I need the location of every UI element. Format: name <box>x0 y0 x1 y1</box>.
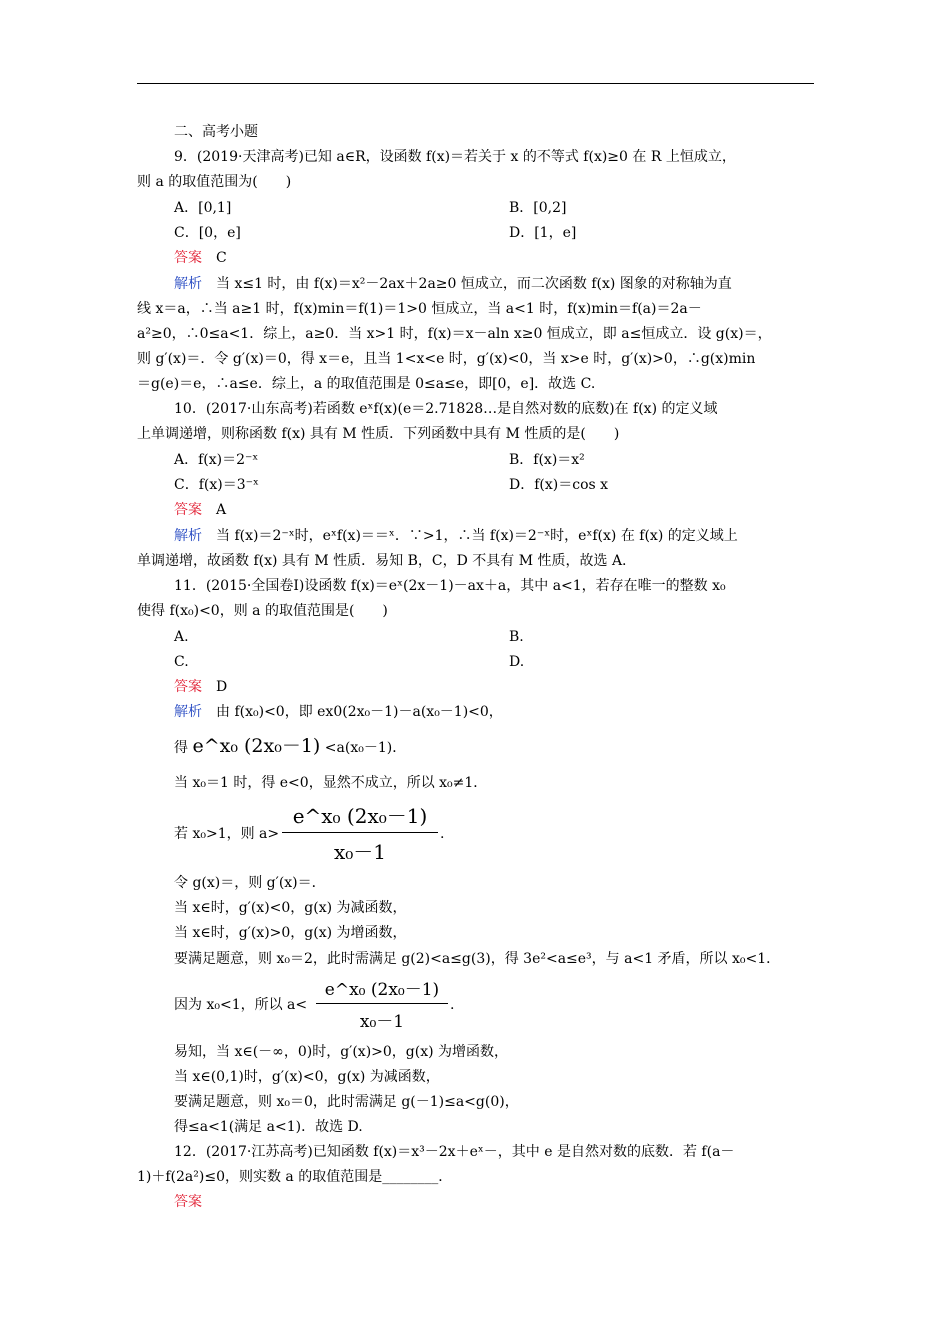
q9-stem-line2: 则 a 的取值范围为( ) <box>137 174 292 190</box>
fraction-end: . <box>440 826 445 842</box>
answer-value: A <box>216 502 227 518</box>
q9-analysis-line5: ＝g(e)＝e，∴a≤e．综上，a 的取值范围是 0≤a≤e，即[0，e]．故选 C. <box>137 376 596 392</box>
q9-analysis-line2: 线 x＝a，∴当 a≥1 时，f(x)min＝f(1)＝1>0 恒成立，当 a<1 时，f(x)min＝f(a)＝2a－ <box>137 301 702 317</box>
q12-stem-line1: 12．(2017·江苏高考)已知函数 f(x)＝x³－2x＋eˣ－，其中 e 是自然对数的底数．若 f(a－ <box>174 1144 735 1160</box>
answer-value: D <box>216 679 228 695</box>
q9-option-c: C．[0，e] <box>174 225 241 241</box>
q9-option-d: D．[1，e] <box>509 225 577 241</box>
fraction-small <box>316 975 448 1032</box>
fraction-numerator: e^x₀ (2x₀－1) <box>292 804 428 828</box>
q11-step-inc: 当 x∈时，g′(x)>0，g(x) 为增函数， <box>174 925 407 941</box>
q10-analysis-line2: 单调递增，故函数 f(x) 具有 M 性质．易知 B，C，D 不具有 M 性质，故选 A. <box>137 553 627 569</box>
analysis-label: 解析 <box>174 528 202 544</box>
q11-stem-line2: 使得 f(x₀)<0，则 a 的取值范围是( ) <box>137 603 388 619</box>
q11-step-gt1-prefix: 若 x₀>1，则 a> <box>174 826 280 842</box>
fraction-large <box>282 800 438 865</box>
q11-option-c: C. <box>174 654 189 670</box>
q10-option-b: B．f(x)＝x² <box>509 452 585 468</box>
fraction-bar <box>282 832 438 833</box>
section-title: 二、高考小题 <box>174 124 258 140</box>
q11-answer <box>174 677 227 697</box>
q10-option-a: A．f(x)＝2⁻ˣ <box>174 452 259 468</box>
q10-stem-line2: 上单调递增，则称函数 f(x) 具有 M 性质．下列函数中具有 M 性质的是( ) <box>137 426 620 442</box>
step-suffix: <a(x₀－1)． <box>324 740 407 756</box>
q10-option-c: C．f(x)＝3⁻ˣ <box>174 477 259 493</box>
analysis-text: 当 f(x)＝2⁻ˣ时，eˣf(x)＝＝ˣ．∵>1，∴当 f(x)＝2⁻ˣ时，eˣf(x) 在 f(x) 的定义域上 <box>216 528 738 544</box>
analysis-text: 当 x≤1 时，由 f(x)＝x²－2ax＋2a≥0 恒成立，而二次函数 f(x) 图象的对称轴为直 <box>216 276 732 292</box>
answer-label: 答案 <box>174 502 202 518</box>
top-rule <box>137 83 814 84</box>
analysis-text: 由 f(x₀)<0，即 ex0(2x₀－1)－a(x₀－1)<0， <box>216 704 503 720</box>
q11-step-final: 得≤a<1(满足 a<1)．故选 D. <box>174 1119 363 1135</box>
q9-option-a: A．[0,1] <box>174 200 232 216</box>
fraction-bar <box>316 1003 448 1004</box>
q11-stem-line1: 11．(2015·全国卷Ⅰ)设函数 f(x)＝eˣ(2x－1)－ax＋a，其中 a<1，若存在唯一的整数 x₀ <box>174 578 726 594</box>
analysis-label: 解析 <box>174 704 202 720</box>
q11-step-01: 当 x∈(0,1)时，g′(x)<0，g(x) 为减函数， <box>174 1069 440 1085</box>
fraction-end: . <box>450 997 455 1013</box>
fraction-denominator: x₀－1 <box>359 1012 405 1032</box>
q11-option-d: D. <box>509 654 525 670</box>
q10-analysis-line1 <box>174 526 738 546</box>
q11-analysis-line1 <box>174 702 503 722</box>
q11-step-dec: 当 x∈时，g′(x)<0，g(x) 为减函数， <box>174 900 407 916</box>
answer-value: C <box>216 250 227 266</box>
q9-option-b: B．[0,2] <box>509 200 567 216</box>
q10-answer <box>174 500 226 520</box>
q9-analysis-line4: 则 g′(x)＝．令 g′(x)＝0，得 x＝e，且当 1<x<e 时，g′(x)<0，当 x>e 时，g′(x)>0，∴g(x)min <box>137 351 756 367</box>
q9-analysis-line3: a²≥0，∴0≤a<1．综上，a≥0．当 x>1 时，f(x)＝x－aln x≥0 恒成立，即 a≤恒成立．设 g(x)＝， <box>137 326 772 342</box>
q11-step-need: 要满足题意，则 x₀＝2，此时需满足 g(2)<a≤g(3)，得 3e²<a≤e³，与 a<1 矛盾，所以 x₀<1． <box>174 951 781 967</box>
answer-label: 答案 <box>174 679 202 695</box>
q9-answer <box>174 248 227 268</box>
q11-step-easy: 易知，当 x∈(－∞，0)时，g′(x)>0，g(x) 为增函数， <box>174 1044 509 1060</box>
q11-option-a: A. <box>174 629 189 645</box>
q9-stem-line1: 9．(2019·天津高考)已知 a∈R，设函数 f(x)＝若关于 x 的不等式 f(x)≥0 在 R 上恒成立， <box>174 149 736 165</box>
analysis-label: 解析 <box>174 276 202 292</box>
fraction-numerator: e^x₀ (2x₀－1) <box>324 980 440 1000</box>
answer-label: 答案 <box>174 250 202 266</box>
step-prefix: 得 <box>174 740 188 756</box>
q10-stem-line1: 10．(2017·山东高考)若函数 eˣf(x)(e＝2.71828…是自然对数的底数)在 f(x) 的定义域 <box>174 401 718 417</box>
q12-stem-line2: 1)＋f(2a²)≤0，则实数 a 的取值范围是________． <box>137 1169 453 1185</box>
q11-step-need2: 要满足题意，则 x₀＝0，此时需满足 g(－1)≤a<g(0)， <box>174 1094 519 1110</box>
q11-step-x1: 当 x₀＝1 时，得 e<0，显然不成立，所以 x₀≠1． <box>174 775 488 791</box>
q11-step-get <box>174 736 406 758</box>
q11-step-lt1-prefix: 因为 x₀<1，所以 a< <box>174 997 308 1013</box>
q10-option-d: D．f(x)＝cos x <box>509 477 609 493</box>
q11-option-b: B. <box>509 629 524 645</box>
q12-answer-label: 答案 <box>174 1194 202 1210</box>
fraction-denominator: x₀－1 <box>333 840 387 864</box>
math-expression: e^x₀ (2x₀－1) <box>192 735 321 757</box>
q9-analysis-line1 <box>174 274 732 294</box>
q11-step-let: 令 g(x)＝，则 g′(x)＝． <box>174 875 326 891</box>
